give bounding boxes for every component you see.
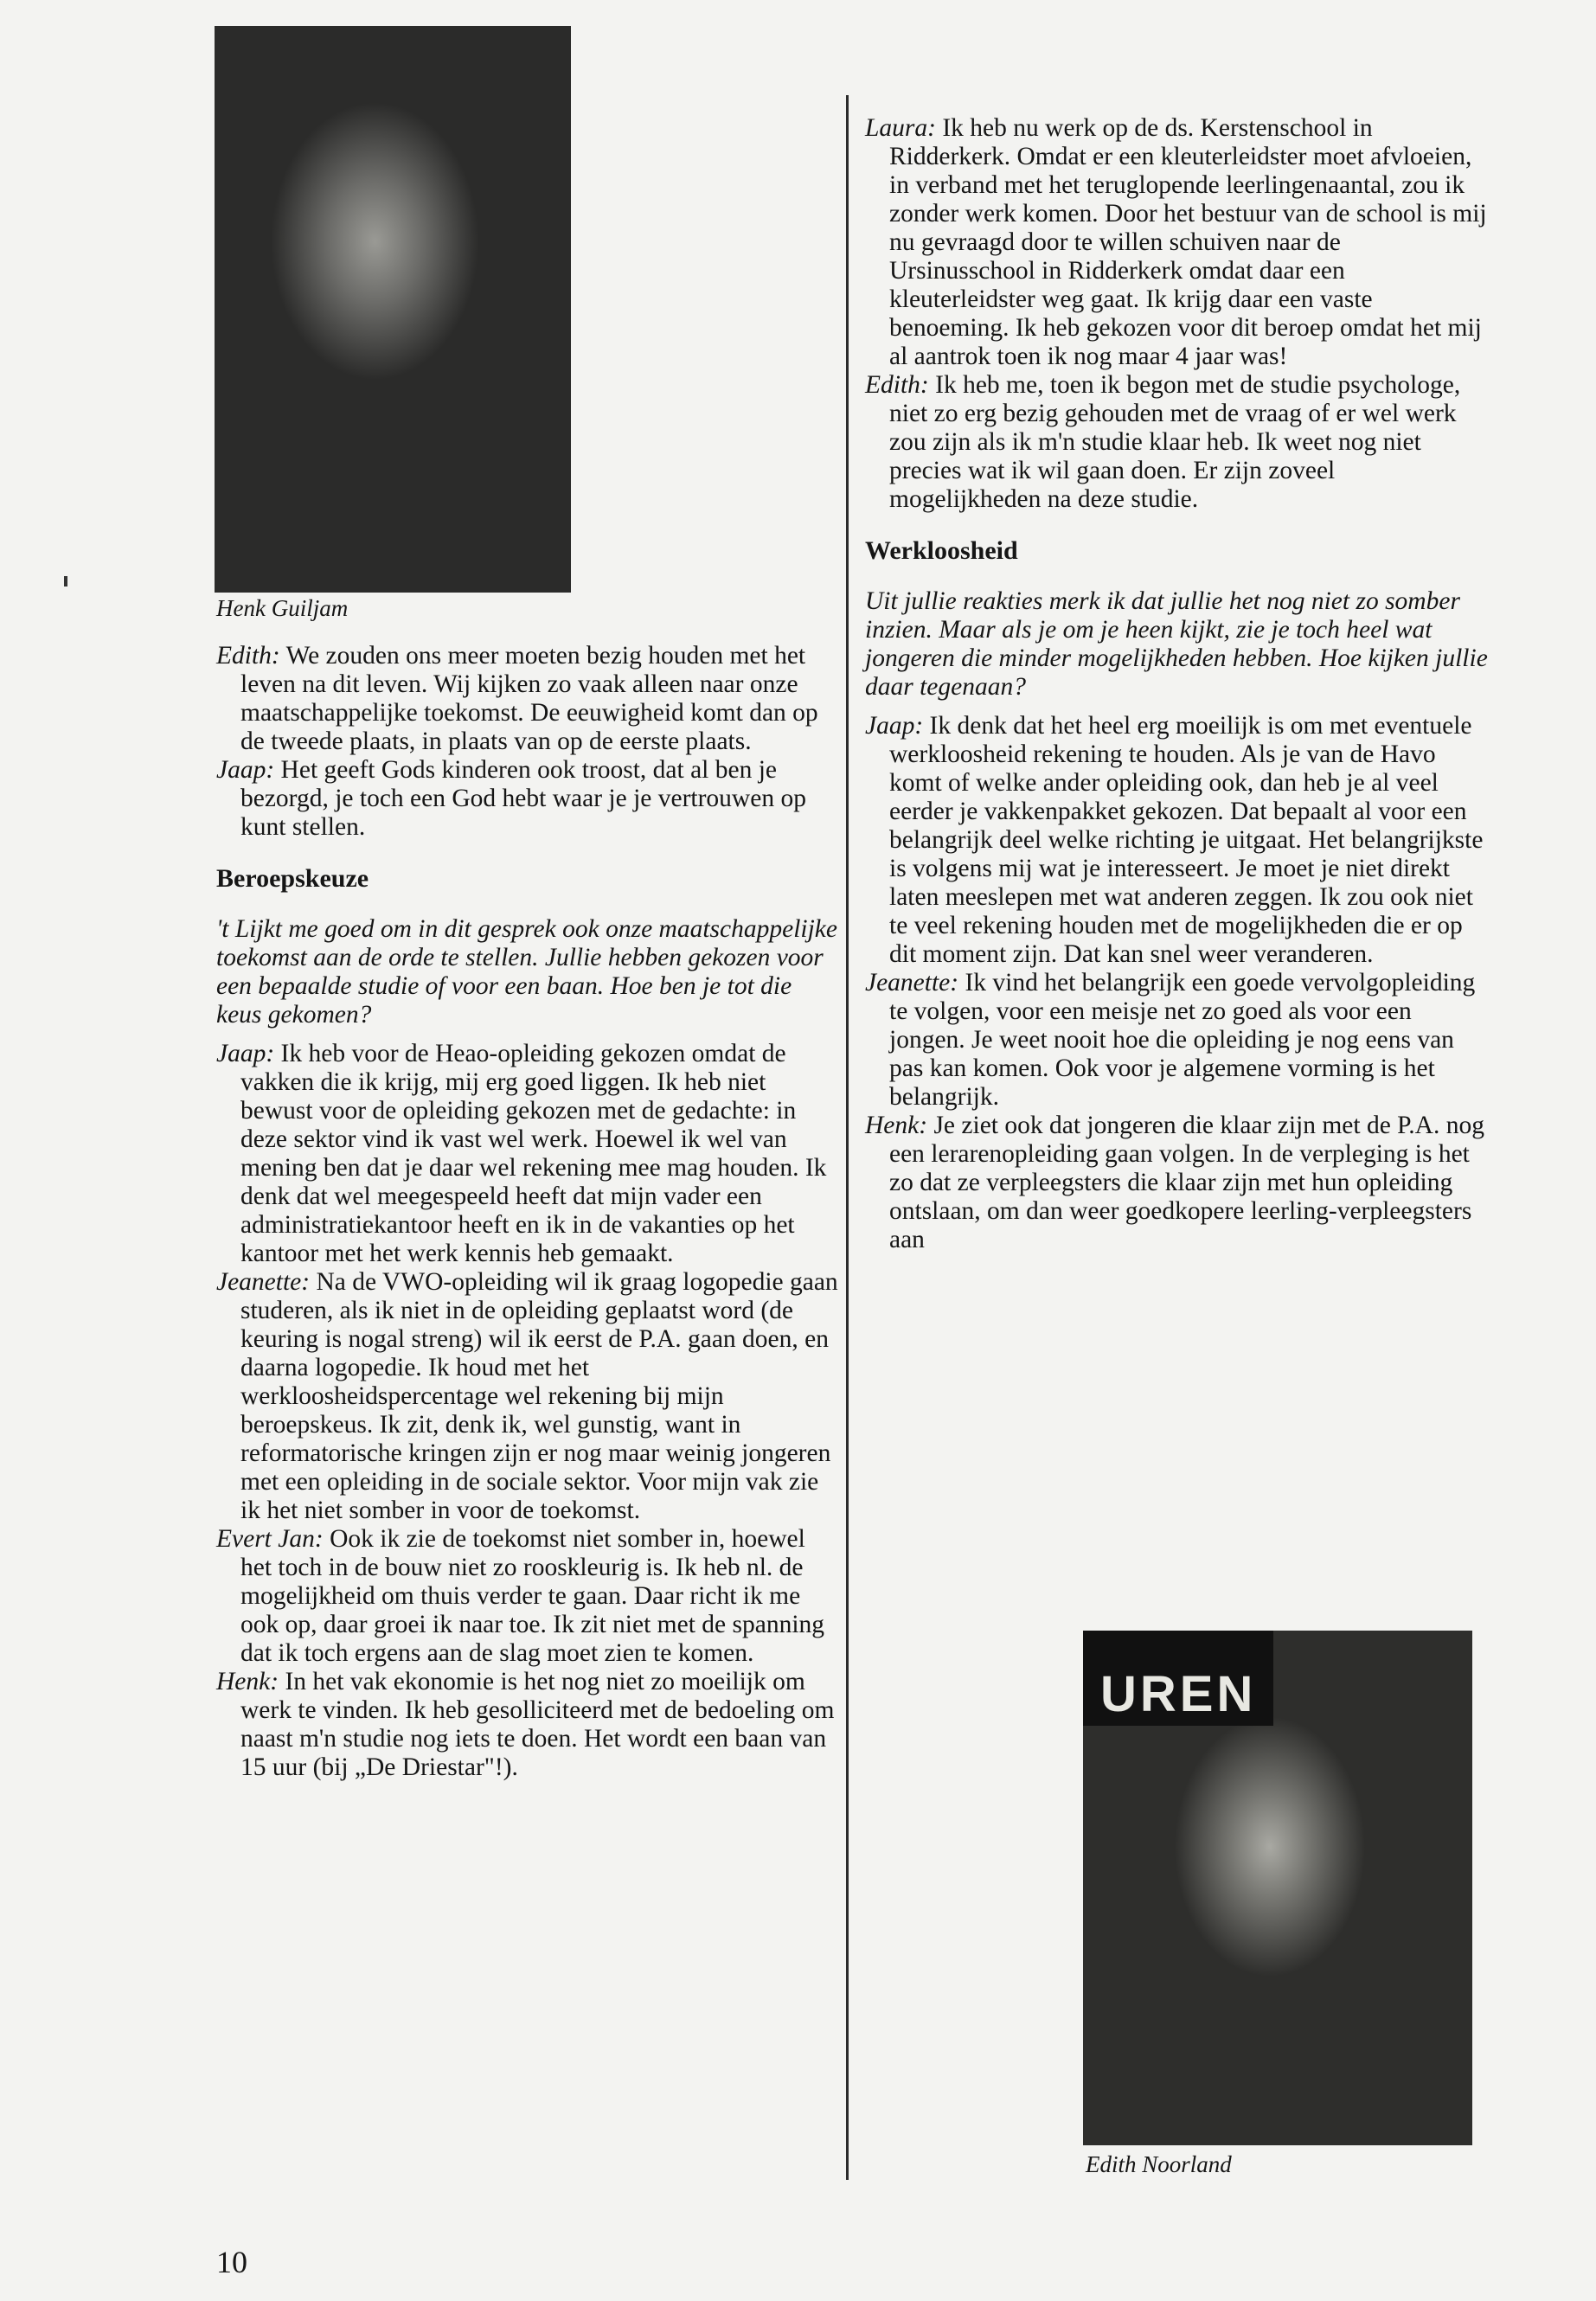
speech-edith-1 <box>216 642 839 756</box>
speech-henk-1 <box>216 1668 839 1782</box>
speaker-name: Henk: <box>865 1112 928 1139</box>
speaker-name: Jeanette: <box>216 1268 311 1296</box>
margin-mark <box>64 576 67 586</box>
speech-text: In het vak ekonomie is het nog niet zo moeilijk om werk te vinden. Ik heb gesolliciteerd met de bedoeling om naast m'n studie nog iets te doen. Het wordt een baan van 15 uur (bij „De Driestar"!). <box>240 1668 835 1781</box>
speaker-name: Evert Jan: <box>216 1525 324 1553</box>
section-heading-werkloosheid: Werkloosheid <box>865 536 1018 565</box>
photo-caption-edith: Edith Noorland <box>1086 2151 1232 2177</box>
speech-jaap-1 <box>216 756 839 842</box>
speech-text: Je ziet ook dat jongeren die klaar zijn met de P.A. nog een lerarenopleiding gaan volgen. In de verpleging is het zo dat ze verpleegsters die klaar zijn met hun opleiding ontslaan, om dan weer goedkopere leerling-verpleegsters aan <box>889 1112 1484 1253</box>
speech-text: Ook ik zie de toekomst niet somber in, hoewel het toch in de bouw niet zo rooskleurig is. Ik heb nl. de mogelijkheid om thuis verder te gaan. Daar richt ik me ook op, daar groei ik naar toe. Ik zit niet met de spanning dat ik toch ergens aan de slag moet zien te komen. <box>240 1525 825 1667</box>
right-column <box>865 114 1488 1254</box>
speech-text: Ik heb voor de Heao-opleiding gekozen omdat de vakken die ik krijg, mij erg goed liggen. Ik heb niet bewust voor de opleiding gekozen met de gedachte: in deze sektor vind ik vast wel werk. Hoewel ik wel van mening ben dat je daar wel rekening mee mag houden. Ik denk dat wel meegespeeld heeft dat mijn vader een administratiekantoor heeft en ik in de vakanties op het kantoor met het werk kennis heb gemaakt. <box>240 1040 827 1267</box>
speech-text: Ik denk dat het heel erg moeilijk is om met eventuele werkloosheid rekening te houden. Als je van de Havo komt of welke ander opleiding ook, dan heb je al veel eerder je vakkenpakket gekozen. Dat bepaalt al voor een belangrijk deel welke richting je uitgaat. Het belangrijkste is volgens mij wat je interesseert. Je moet je niet direkt laten meeslepen met wat anderen zeggen. Ik zou ook niet te veel rekening houden met de mogelijkheden die er op dit moment zijn. Dat kan snel weer veranderen. <box>889 712 1484 968</box>
speaker-name: Edith: <box>865 371 929 399</box>
speaker-name: Laura: <box>865 114 936 142</box>
speech-text: Na de VWO-opleiding wil ik graag logopedie gaan studeren, als ik niet in de opleiding geplaatst word (de keuring is nogal streng) wil ik eerst de P.A. gaan doen, en daarna logopedie. Ik houd met het werkloosheidspercentage wel rekening bij mijn beroepskeus. Ik zit, denk ik, wel gunstig, want in reformatorische kringen zijn er nog maar weinig jongeren met een opleiding in de sociale sektor. Voor mijn vak zie ik het niet somber in voor de toekomst. <box>240 1268 838 1524</box>
speech-text: Ik heb me, toen ik begon met de studie psychologe, niet zo erg bezig gehouden met de vraag of er wel werk zou zijn als ik m'n studie klaar heb. Ik weet nog niet precies wat ik wil gaan doen. Er zijn zoveel mogelijkheden na deze studie. <box>889 371 1461 513</box>
speech-jaap-2 <box>216 1040 839 1268</box>
photo-edith-noorland <box>1083 1631 1472 2145</box>
interviewer-question: Uit jullie reakties merk ik dat jullie het nog niet zo somber inzien. Maar als je om je heen kijkt, zie je toch heel wat jongeren die minder mogelijkheden hebben. Hoe kijken jullie daar tegenaan? <box>865 587 1488 701</box>
speaker-name: Jaap: <box>216 756 275 784</box>
left-column <box>216 642 839 1782</box>
speaker-name: Edith: <box>216 642 280 670</box>
photo-caption-henk: Henk Guiljam <box>216 595 349 621</box>
speaker-name: Jaap: <box>216 1040 275 1067</box>
speech-laura <box>865 114 1488 371</box>
speech-text: Ik heb nu werk op de ds. Kerstenschool in Ridderkerk. Omdat er een kleuterleidster moet afvloeien, in verband met het teruglopende leerlingenaantal, zou ik zonder werk komen. Door het bestuur van de school is mij nu gevraagd door te willen schuiven naar de Ursinusschool in Ridderkerk omdat daar een kleuterleidster weg gaat. Ik krijg daar een vaste benoeming. Ik heb gekozen voor dit beroep omdat het mij al aantrok toen ik nog maar 4 jaar was! <box>889 114 1487 370</box>
speech-evert-jan <box>216 1525 839 1668</box>
interviewer-question: 't Lijkt me goed om in dit gesprek ook onze maatschappelijke toekomst aan de orde te stellen. Jullie hebben gekozen voor een bepaalde studie of voor een baan. Hoe ben je tot die keus gekomen? <box>216 915 837 1029</box>
column-divider <box>846 95 849 2180</box>
photo-sign-text: UREN <box>1100 1666 1257 1722</box>
speech-text: We zouden ons meer moeten bezig houden met het leven na dit leven. Wij kijken zo vaak alleen naar onze maatschappelijke toekomst. De eeuwigheid komt dan op de tweede plaats, in plaats van op de eerste plaats. <box>240 642 818 755</box>
page-number: 10 <box>216 2245 247 2279</box>
photo-henk-guiljam <box>215 26 571 593</box>
speech-henk-2 <box>865 1112 1488 1254</box>
speech-text: Ik vind het belangrijk een goede vervolgopleiding te volgen, voor een meisje net zo goed als voor een jongen. Je weet nooit hoe die opleiding je nog eens van pas kan komen. Ook voor je algemene vorming is het belangrijk. <box>889 969 1476 1111</box>
speech-jaap-3 <box>865 712 1488 969</box>
speaker-name: Jeanette: <box>865 969 959 997</box>
speaker-name: Jaap: <box>865 712 924 740</box>
speech-edith-2 <box>865 371 1488 514</box>
photo-background-sign <box>1083 1631 1273 1726</box>
speech-text: Het geeft Gods kinderen ook troost, dat al ben je bezorgd, je toch een God hebt waar je je vertrouwen op kunt stellen. <box>240 756 806 841</box>
section-heading-beroepskeuze: Beroepskeuze <box>216 864 369 893</box>
speaker-name: Henk: <box>216 1668 279 1695</box>
speech-jeanette-1 <box>216 1268 839 1525</box>
speech-jeanette-2 <box>865 969 1488 1112</box>
